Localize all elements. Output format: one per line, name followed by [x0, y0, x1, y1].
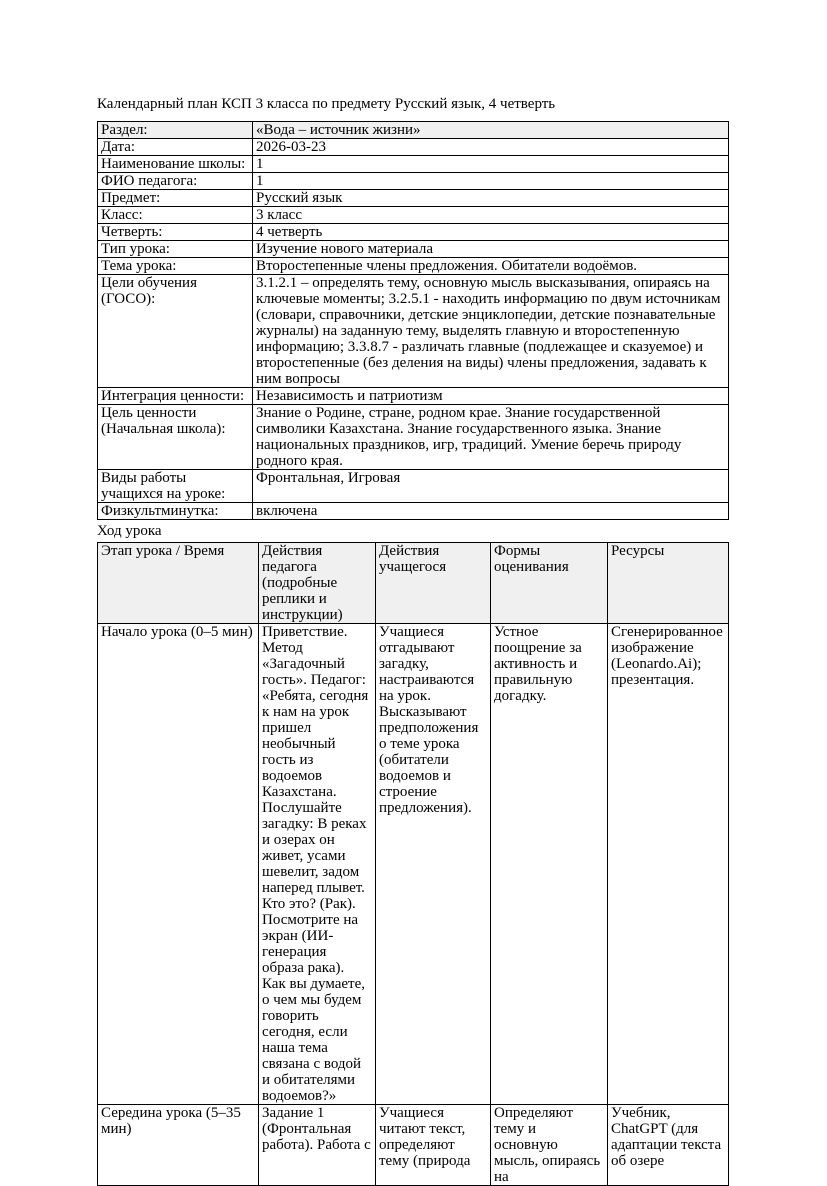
- flow-header-row: [98, 543, 729, 624]
- student-actions-cell: Учащиеся отгадывают загадку, настраиваются на урок. Высказывают предположения о теме урока (обитатели водоемов и строение предложения).: [376, 624, 491, 1105]
- flow-section-heading: Ход урока: [97, 523, 162, 539]
- info-value: 1: [253, 173, 729, 190]
- info-label: Раздел:: [98, 122, 253, 139]
- info-value: 3 класс: [253, 207, 729, 224]
- info-value: 3.1.2.1 – определять тему, основную мысль высказывания, опираясь на ключевые моменты; 3.2.5.1 - находить информацию по двум источникам (словари, справочники, детские энциклопедии, детские познавательные журналы) на заданную тему, выделять главную и второстепенную информацию; 3.3.8.7 - различать главные (подлежащее и сказуемое) и второстепенные (без деления на виды) члены предложения, задавать к ним вопросы: [253, 275, 729, 388]
- info-label: ФИО педагога:: [98, 173, 253, 190]
- info-value: «Вода – источник жизни»: [253, 122, 729, 139]
- info-label: Наименование школы:: [98, 156, 253, 173]
- info-row-razdel: [98, 122, 729, 139]
- stage-cell: Середина урока (5–35 мин): [98, 1105, 259, 1186]
- info-value: включена: [253, 503, 729, 520]
- info-label: Четверть:: [98, 224, 253, 241]
- info-value: Второстепенные члены предложения. Обитатели водоёмов.: [253, 258, 729, 275]
- info-row-quarter: [98, 224, 729, 241]
- info-row-values-goal: [98, 405, 729, 470]
- col-header-stage: Этап урока / Время: [98, 543, 259, 624]
- info-row-data: [98, 139, 729, 156]
- info-row-lesson-type: [98, 241, 729, 258]
- assessment-cell: Устное поощрение за активность и правильную догадку.: [491, 624, 608, 1105]
- info-value: Изучение нового материала: [253, 241, 729, 258]
- col-header-resources: Ресурсы: [608, 543, 729, 624]
- info-row-values-integration: [98, 388, 729, 405]
- info-value: 1: [253, 156, 729, 173]
- info-label: Дата:: [98, 139, 253, 156]
- info-row-exercise-break: [98, 503, 729, 520]
- info-row-school: [98, 156, 729, 173]
- lesson-flow-table: [97, 542, 729, 1186]
- info-label: Тип урока:: [98, 241, 253, 258]
- info-value: Знание о Родине, стране, родном крае. Знание государственной символики Казахстана. Знание государственного языка. Знание национальных праздников, игр, традиций. Умение беречь природу родного края.: [253, 405, 729, 470]
- info-label: Виды работы учащихся на уроке:: [98, 470, 253, 503]
- assessment-cell: Определяют тему и основную мысль, опираясь на: [491, 1105, 608, 1186]
- resources-cell: Учебник, ChatGPT (для адаптации текста об озере: [608, 1105, 729, 1186]
- lesson-info-table: [97, 121, 729, 520]
- info-label: Цели обучения (ГОСО):: [98, 275, 253, 388]
- info-row-lesson-topic: [98, 258, 729, 275]
- info-row-class: [98, 207, 729, 224]
- flow-row-lesson-middle: [98, 1105, 729, 1186]
- info-row-work-types: [98, 470, 729, 503]
- info-label: Физкультминутка:: [98, 503, 253, 520]
- info-label: Класс:: [98, 207, 253, 224]
- info-label: Предмет:: [98, 190, 253, 207]
- col-header-assessment: Формы оценивания: [491, 543, 608, 624]
- flow-row-lesson-start: [98, 624, 729, 1105]
- teacher-actions-cell: Задание 1 (Фронтальная работа). Работа с: [259, 1105, 376, 1186]
- col-header-teacher-actions: Действия педагога (подробные реплики и инструкции): [259, 543, 376, 624]
- info-row-goals: [98, 275, 729, 388]
- page-title: Календарный план КСП 3 класса по предмету Русский язык, 4 четверть: [97, 96, 556, 112]
- info-value: Русский язык: [253, 190, 729, 207]
- info-value: 4 четверть: [253, 224, 729, 241]
- info-value: Независимость и патриотизм: [253, 388, 729, 405]
- resources-cell: Сгенерированное изображение (Leonardo.Ai); презентация.: [608, 624, 729, 1105]
- info-value: 2026-03-23: [253, 139, 729, 156]
- info-value: Фронтальная, Игровая: [253, 470, 729, 503]
- col-header-student-actions: Действия учащегося: [376, 543, 491, 624]
- stage-cell: Начало урока (0–5 мин): [98, 624, 259, 1105]
- teacher-actions-cell: Приветствие. Метод «Загадочный гость». Педагог: «Ребята, сегодня к нам на урок пришел необычный гость из водоемов Казахстана. Послушайте загадку: В реках и озерах он живет, усами шевелит, задом наперед плывет. Кто это? (Рак). Посмотрите на экран (ИИ-генерация образа рака). Как вы думаете, о чем мы будем говорить сегодня, если наша тема связана с водой и обитателями водоемов?»: [259, 624, 376, 1105]
- info-label: Интеграция ценности:: [98, 388, 253, 405]
- info-label: Тема урока:: [98, 258, 253, 275]
- info-row-teacher: [98, 173, 729, 190]
- info-label: Цель ценности (Начальная школа):: [98, 405, 253, 470]
- page-content: [97, 96, 728, 1186]
- info-row-subject: [98, 190, 729, 207]
- student-actions-cell: Учащиеся читают текст, определяют тему (природа: [376, 1105, 491, 1186]
